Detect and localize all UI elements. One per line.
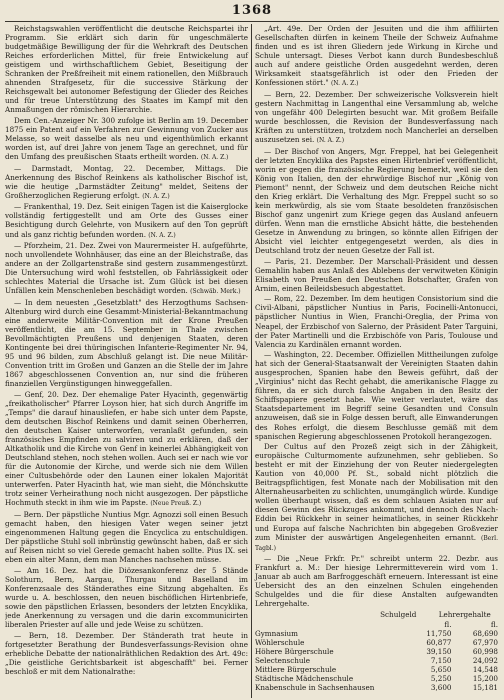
school-fees-table: [255, 620, 498, 692]
article-paragraph: [255, 257, 498, 293]
lehrergehalte-value: 15,181: [472, 682, 498, 692]
article-text: — Bern, 22. Dezember. Der schweizerische Volksverein hielt gestern Nachmittag in Langenthal eine Versammlung ab, welche von ungefähr 400 Delegirten besucht war. Mit großem Beifalle wurde beschlossen, die Revision der Bundesverfassung nach Kräften zu unterstützen, trotzdem noch Mancherlei an derselben auszusetzen sei.: [255, 89, 498, 145]
article-paragraph: [5, 241, 248, 296]
schulgeld-value: 39,150: [426, 646, 452, 656]
article-paragraph: [5, 390, 248, 509]
article-text: — Darmstadt, Montag, 22. December, Mittags. Die Anerkennung des Bischof Reinkens als katholischer Bischof ist, wie die heutige „Darmstädter Zeitung" meldet, Seitens der Großherzoglichen Regierung erfolgt.: [5, 163, 248, 200]
article-text: Dem Cen.-Anzeiger Nr. 300 zufolge ist Berlin am 19. December 1875 ein Patent auf ein Verfahren zur Gewinnung von Zucker aus Melasse, so weit dasselbe als neu und eigenthümlich erkannt worden ist, auf drei Jahre von jenem Tage an gerechnet, und für den Umfang des preußischen Staats ertheilt worden.: [5, 115, 248, 162]
schulgeld-value: 5,250: [430, 673, 452, 683]
article-paragraph: [5, 631, 248, 676]
school-name: Mittlere Bürgerschule: [255, 664, 337, 674]
article-text: — Am 16. Dez. hat die Diözesankonferenz der 5 Stände Solothurn, Bern, Aargau, Thurgau und Baselland im Konferenzsaale des Ständerathes eine Sitzung abgehalten. Es wurde u. A. beschlossen, den neuen bischöflichen Hirtenbriefe, sowie den päpstlichen Erlassen, besonders der letzten Encyklika, jede Anerkennung zu versagen und die darin excommunicirten liberalen Priester auf alle und jede Weise zu schützen.: [5, 565, 248, 629]
article-text: Der Cultus auf den Prozeß zeigt sich in der Zähigkeit, europäische Culturmomente aufzunehmen, sehr geblieben. So besteht er mit der Einziehung der von Reuter niedergelegten Kaution von 40,000 Pf. St., sobald nicht plötzlich die Beitragspflichtigen, fest Monate nach der Mobilisation mit den Alternaheusarbeiten zu schlichten, unumgänglich würde. Kundige wollen überhaupt wissen, daß es dem schlauen Asiaten nur auf diesen Gewinn des Rückzuges ankommt, und dennoch des Nach-Eddin bei Rückkehr in seiner heimatliches, in seiner Rückkehr und Europa auf falsche Nachrichten bin abgegeben Großvezier zum Minister der auswärtigen Angelegenheiten ernannt.: [255, 442, 498, 542]
lehrergehalte-value: 68,690: [472, 628, 498, 638]
page-number: 1368: [231, 3, 273, 18]
article-text: — Die „Neue Frkfr. Pr." schreibt unterm 22. Dezbr. aus Frankfurt a. M.: Der hiesige Lehrermitteverein wird vom 1. Januar ab auch am Barfroggeschäft erneuern. Interessant ist eine Uebersicht des an den einzelnen Schulen eingehenden Schulgeldes und die für diese Anstalten aufgewandten Lehrergehalte.: [255, 554, 498, 609]
article-source-attribution: (N. A. Z.): [200, 154, 229, 162]
schulgeld-value: 3,600: [430, 682, 452, 692]
lehrergehalte-value: 15,200: [472, 673, 498, 683]
article-paragraph: [255, 294, 498, 348]
lehrergehalte-value: 60,998: [472, 646, 498, 656]
lehrergehalte-value: 24,092: [472, 655, 498, 665]
article-text: — Bern. Der päpstliche Nuntius Mgr. Agnozzi soll einen Besuch gemacht haben, den hiesigen Vater wegen seiner jetzt eingenommenen Haltung gegen die Encyclica zu entschuldigen. Der päpstliche Stuhl soll inbrünstig gewünscht haben, daß er sich auf Reisen nicht so viel Gerede gemacht haben sollte. Pius IX. sei eben ein alter Mann, dem man Manches nachsehen müsse.: [5, 509, 248, 565]
school-fees-table-body: [255, 620, 498, 692]
school-name: Höhere Bürgerschule: [255, 646, 334, 656]
schulgeld-value: 60,877: [426, 637, 452, 647]
article-paragraph: [5, 298, 248, 388]
lehrergehalte-value: 14,548: [472, 664, 498, 674]
article-paragraph: [255, 554, 498, 608]
article-text: — Washington, 22. December. Offiziellen Mittheilungen zufolge hat sich der General-Staatsanwalt der Vereinigten Staaten dahin ausgesprochen, Spanien habe den Beweis geführt, daß der „Virginius" nicht das Recht gehabt, die amerikanische Flagge zu führen, da er sich durch falsche Angaben in den Besitz der Schiffspapiere gesetzt habe. Wie weiter verlautet, wäre das Staatsdepartement im Begriff seine Gesandten und Consuln anzuweisen, daß sie in Folge dessen beruft, alle Einwanderungen des Rohes erfolgt, die diesem Beschlusse gemäß mit dem spanischen Regierung abgeschlossenen Protokoll herangezogen.: [255, 350, 498, 441]
schulgeld-unit: fl.: [444, 619, 452, 629]
article-paragraph: [255, 90, 498, 145]
article-source-attribution: (N. A. Z.): [142, 192, 170, 200]
article-paragraph: [255, 24, 498, 88]
schulgeld-header: Schulgeld: [380, 610, 417, 620]
school-name: Gymnasium: [255, 628, 298, 638]
article-text: — Der Bischof von Angers, Mgr. Freppel, hat bei Gelegenheit der letzten Encyklika des Papstes einen Hirtenbrief veröffentlicht, worin er gegen die französische Regierung bemerkt, weil sie den König von Italien, den der ehrwürdige Bischof nur „König von Piemont" nennt, der Schweiz und dem deutschen Reiche nicht den Krieg erklärt. Die Verhaltung des Mgr. Freppel sucht so so kein merkwürdig, als sie vom Staate besoldeten französischen Bischof ganz ungenirt zum Kriege gegen das Ausland anfeuern dürfen. Wenn man die ernstliche Absicht hätte, die bestehenden Gesetze in Anwendung zu bringen, so könnte allen Eifrigen der Absicht viel leichter entgegengesetzt werden, als dies in Deutschland trotz der neuen Gesetze der Fall ist.: [255, 146, 498, 256]
article-text: — Bern, 18. Dezember. Der Ständerath trat heute in fortgesetzter Berathung der Bundesverfassungs-Revision ohne erhebliche Debatte der nationalräthlichen Redaktion des Art. 49c: „Die geistliche Gerichtsbarkeit ist abgeschafft" bei. Ferner beschloß er mit dem Nationalrathe:: [5, 630, 248, 676]
article-source-attribution: (N. A. Z.): [316, 137, 345, 145]
article-source-attribution: (N. A. Z.): [330, 80, 359, 88]
article-paragraph: [5, 202, 248, 239]
article-text: — Rom, 22. Dezember. Im dem heutigen Consistorium sind die Civil-Albani, päpstlicher Nuntius in Paris, Focinelli-Antonucci, päpstlicher Nuntius in Wien, Franchi-Oreglia, der Prima von Neapel, der Erzbischof von Salerno, der Präsident Pater Targuini, der Pater Martinelli und die Erzbischöfe von Paris, Toulouse und Valencia zu Kardinälen ernannt worden.: [255, 294, 498, 349]
article-source-attribution: (Schwäb. Merk.): [190, 288, 241, 296]
table-row: [255, 656, 498, 665]
school-name: Wöhlerschule: [255, 637, 305, 647]
article-text: — Paris, 21. Dezember. Der Marschall-Präsident und dessen Gemahlin haben aus Anlaß des Ablebens der verwitweten Königin Elisabeth von Preußen den Deutschen Botschafter, Grafen von Arnim, einen Beileidsbesuch abgestattet.: [255, 256, 498, 293]
article-source-attribution: (Berl. Tagbl.): [255, 534, 498, 552]
article-paragraph: [255, 147, 498, 256]
article-paragraph: [5, 566, 248, 629]
school-name: Knabenschule in Sachsenhausen: [255, 682, 375, 692]
lehrergehalte-value: 67,970: [472, 637, 498, 647]
article-paragraph: [5, 24, 248, 114]
table-row: [255, 683, 498, 692]
school-table-header-label: [255, 610, 365, 619]
table-row: [255, 638, 498, 647]
article-paragraph: [5, 116, 248, 162]
article-text: — In dem neuesten „Gesetzblatt" des Herzogthums Sachsen-Altenburg wird durch eine Gesammt-Ministerial-Bekanntmachung eine anderweite Militär-Convention mit der Krone Preußen veröffentlicht, die am 15. September in Thale zwischen Bevollmächtigten Preußens und denjenigen Staaten, deren Kontingente bei drei thüringischen Infanterie-Regimenter Nr. 94, 95 und 96 bilden, zum Abschluß gelangt ist. Die neue Militär-Convention tritt im Großen und Ganzen an die Stelle der im Jahre 1867 abgeschlossenen Convention an, nur sind die früheren finanziellen Vergünstigungen hinweggefallen.: [5, 297, 248, 389]
right-column-articles: [255, 24, 498, 608]
article-source-attribution: (Neue Preuß. Z.): [150, 500, 202, 508]
table-row: [255, 674, 498, 683]
text-columns: [5, 24, 499, 698]
article-source-attribution: (N. A. Z.): [148, 231, 176, 239]
lehrergehalte-header: Lehrergehalte: [438, 610, 491, 620]
left-column: [5, 24, 251, 698]
schulgeld-value: 5,650: [430, 664, 452, 674]
school-name: Städtische Mädchenschule: [255, 673, 354, 683]
table-row: [255, 629, 498, 638]
table-row: [255, 647, 498, 656]
schulgeld-value: 11,750: [426, 628, 452, 638]
article-text: — Pforzheim, 21. Dez. Zwei von Maurermeister H. aufgeführte, noch unvollendete Wohnhäuser, das eine an der Bleichstraße, das andere an der Zollgartenstraße sind gestern zusammengestürzt. Die Untersuchung wird wohl feststellen, ob Fahrlässigkeit oder schlechtes Material die Ursache ist. Zum Glück ist bei diesen Unfällen kein Menschenleben beschädigt worden.: [5, 241, 248, 296]
school-name: Selectenschule: [255, 655, 311, 665]
article-text: „Art. 49e. Der Orden der Jesuiten und die ihm affiliirten Gesellschaften dürfen in keinem Theile der Schweiz Aufnahme finden und es ist ihren Gliedern jede Wirkung in Kirche und Schule untersagt. Dieses Verbot kann durch Bundesbeschluß auch auf andere geistliche Orden ausgedehnt werden, deren Wirksamkeit staatsgefährlich ist oder den Frieden der Konfessionen stört.": [255, 24, 498, 88]
right-column: [252, 24, 498, 698]
article-paragraph: [255, 350, 498, 440]
article-paragraph: [5, 510, 248, 564]
page-header: [5, 0, 499, 22]
school-table-units-row: [255, 620, 498, 629]
article-text: Reichstagswahlen veröffentlicht die deutsche Reichspartei ihr Programm. Sie erklärt sich darin für ungeschmälerte budgetmäßige Bewilligung der für die Wehrkraft des Deutschen Reiches erforderlichen Mittel, für freie Entwickelung auf geistigem und wirthschaftlichem Gebiet, Beseitigung der Schranken der Preßfreiheit mit einem rationellen, den Mißbrauch ahnenden Strafgesetz, für die successive Stärkung der Reichsgewalt bei autonomer Befestigung der Glieder des Reiches und für treue Unterstützung des Staates im Kampf mit den Anmaßungen der römischen Hierarchie.: [5, 24, 248, 115]
article-paragraph: [255, 442, 498, 553]
lehrergehalte-unit: fl.: [490, 619, 498, 629]
article-text: — Genf, 20. Dez. Der ehemalige Pater Hyacinth, gegenwärtig „freikatholischer" Pfarrer Loyson hier, hat sich durch Angriffe im „Temps" die darauf hinausliefen, er habe sich unter dem Papste, dem deutschen Bischof Reinkens und damit seinen Oberherren, den deutschen Kaiser unterworfen, veranlaßt gefunden, sein französisches Empfinden zu salviren und zu erklären, daß der Altkatholik und die Kirche von Genf in keinerlei Abhängigkeit von Deutschland stehen, noch stehen wollen. Auch sei er nach wie vor für die Autonomie der Kirche, und werde sich nie dem Willen einer Cultusbehörde oder den Launen einer lokalen Majorität unterwerfen. Pater Hyacinth hat, wie man sieht, die Mönchskutte trotz seiner Verheirathung noch nicht ausgezogen. Der päpstliche Hochmuth steckt in ihm wie im Papste.: [5, 389, 248, 508]
table-row: [255, 665, 498, 674]
school-table-header: [255, 610, 498, 619]
schulgeld-value: 7,150: [430, 655, 452, 665]
article-paragraph: [5, 164, 248, 201]
article-text: — Frankenthal, 19. Dez. Seit einigen Tagen ist die Kaiserglocke vollständig fertiggestellt und am Orte des Gusses einer Besichtigung durch Gelehrte, von Musikern auf den Ton geprüft und als ganz richtig befunden worden.: [5, 202, 248, 239]
